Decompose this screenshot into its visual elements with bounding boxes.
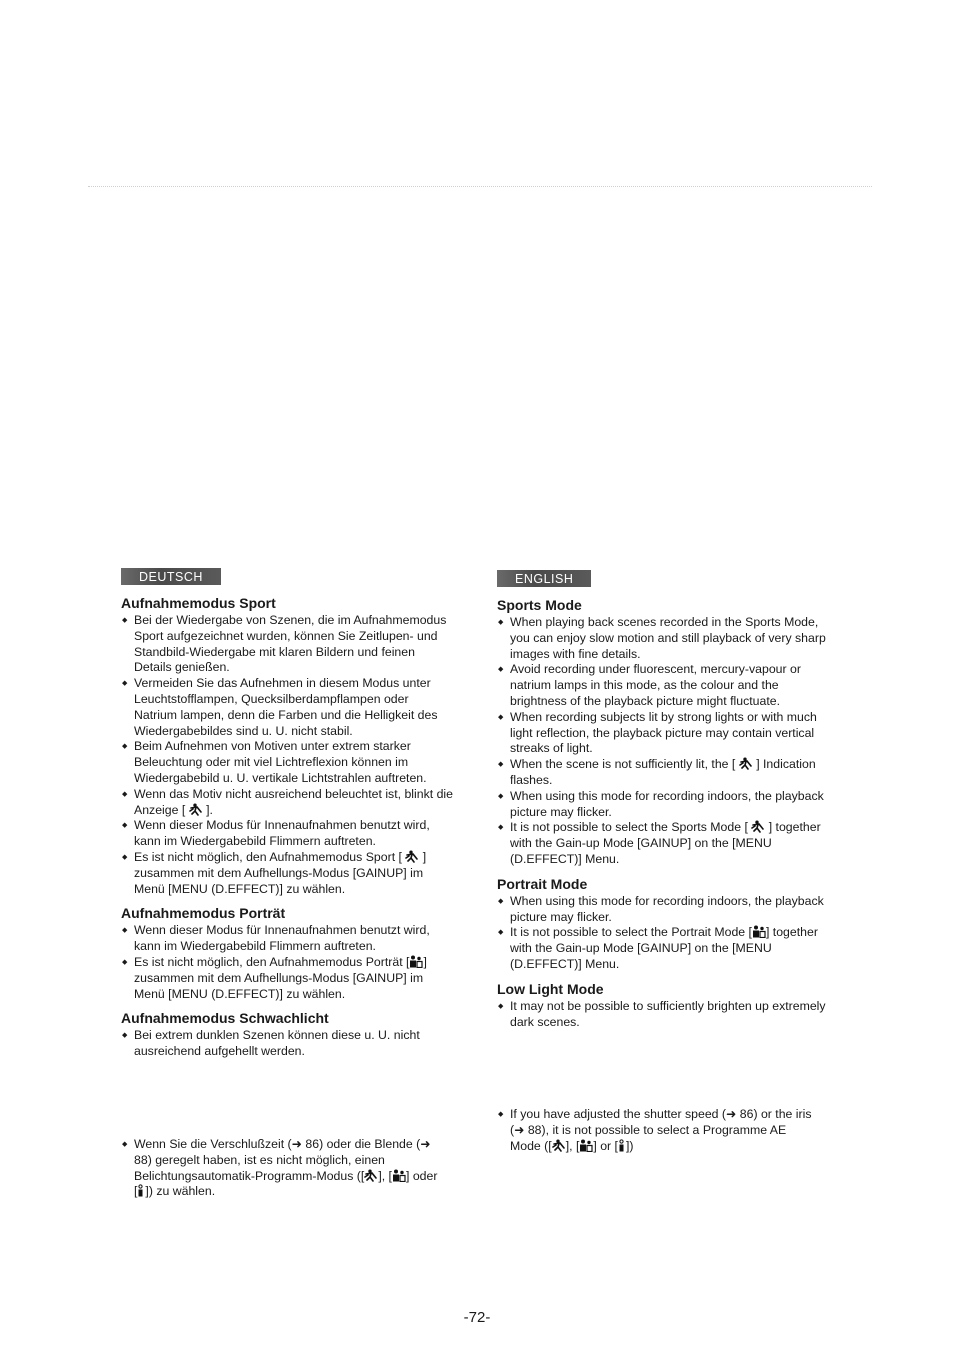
sports-mode-icon bbox=[751, 820, 765, 833]
list-item: ◆ Avoid recording under fluorescent, mercury-vapour or natrium lamps in this mode, as the colour and the brightness of the playback picture might fluctuate. bbox=[497, 662, 829, 709]
item-text: ]. bbox=[206, 802, 213, 817]
sports-mode-icon bbox=[552, 1139, 566, 1152]
sport-list-de bbox=[121, 613, 453, 897]
sports-mode-icon bbox=[405, 850, 419, 863]
note-de bbox=[121, 1137, 441, 1208]
item-text: ] zusammen mit dem Aufhellungs-Modus [GAINUP] im Menü [MENU (D.EFFECT)] zu wählen. bbox=[134, 849, 427, 896]
note-text: ) geregelt haben, ist es nicht möglich, einen Belichtungsautomatik-Programm-Modus ([ bbox=[134, 1152, 385, 1183]
portrait-list-en bbox=[497, 894, 829, 973]
list-item: ◆ Vermeiden Sie das Aufnehmen in diesem Modus unter Leuchtstofflampen, Quecksilberdampflampen oder Natrium lampen, denn die Farben und die Helligkeit des Wiedergabebildes sind u. U. nicht stabil. bbox=[121, 676, 453, 739]
list-item bbox=[121, 850, 453, 897]
list-item: ◆ Bei der Wiedergabe von Szenen, die im Aufnahmemodus Sport aufgezeichnet wurden, können Sie Zeitlupen- und Standbild-Wiedergabe mit klaren Bildern und feinen Details genießen. bbox=[121, 613, 453, 676]
list-item: ◆ When using this mode for recording indoors, the playback picture may flicker. bbox=[497, 894, 829, 926]
list-item: ◆ Wenn dieser Modus für Innenaufnahmen benutzt wird, kann im Wiedergabebild Flimmern auftreten. bbox=[121, 818, 453, 850]
note-text: If you have adjusted the shutter speed ( bbox=[510, 1107, 727, 1121]
heading-portrait-en: Portrait Mode bbox=[497, 875, 588, 892]
note-text: ], [ bbox=[565, 1138, 580, 1153]
list-item bbox=[497, 820, 829, 867]
english-column bbox=[497, 570, 829, 1038]
heading-sport-en: Sports Mode bbox=[497, 597, 582, 613]
portrait-mode-icon bbox=[392, 1169, 406, 1182]
language-label-deutsch: DEUTSCH bbox=[121, 568, 221, 585]
list-item: ◆ When recording subjects lit by strong lights or with much light reflection, the playback picture may contain vertical streaks of light. bbox=[497, 710, 829, 757]
page-number: -72- bbox=[463, 1309, 491, 1326]
note-text: ], [ bbox=[378, 1168, 392, 1183]
portrait-list-de bbox=[121, 923, 453, 1002]
item-text: ] together with the Gain-up Mode [GAINUP] on the [MENU (D.EFFECT)] Menu. bbox=[510, 925, 818, 971]
list-item bbox=[497, 1107, 817, 1154]
item-text: Es ist nicht möglich, den Aufnahmemodus Sport [ bbox=[134, 849, 402, 864]
sports-mode-icon bbox=[364, 1169, 378, 1182]
list-item bbox=[121, 787, 453, 819]
sports-mode-icon bbox=[739, 757, 753, 770]
heading-lowlight-en: Low Light Mode bbox=[497, 980, 604, 997]
list-item: ◆ When playing back scenes recorded in the Sports Mode, you can enjoy slow motion and still playback of very sharp images with fine details. bbox=[497, 615, 829, 662]
list-item bbox=[497, 925, 829, 972]
list-item: ◆ Wenn dieser Modus für Innenaufnahmen benutzt wird, kann im Wiedergabebild Flimmern auftreten. bbox=[121, 923, 453, 955]
note-en bbox=[497, 1107, 817, 1162]
list-item bbox=[497, 757, 829, 789]
list-item bbox=[121, 1137, 441, 1200]
low-light-mode-icon bbox=[618, 1139, 626, 1152]
item-text: ] zusammen mit dem Aufhellungs-Modus [GAINUP] im Menü [MENU (D.EFFECT)] zu wählen. bbox=[134, 954, 427, 1001]
heading-lowlight-de: Aufnahmemodus Schwachlicht bbox=[121, 1010, 329, 1027]
list-item: ◆ It may not be possible to sufficiently brighten up extremely dark scenes. bbox=[497, 999, 829, 1031]
item-text: ] Indication flashes. bbox=[510, 757, 816, 787]
note-text: ] or [ bbox=[593, 1138, 618, 1153]
note-text: ]) zu wählen. bbox=[145, 1184, 216, 1199]
note-text: ] oder [ bbox=[134, 1168, 438, 1199]
list-item: ◆ When using this mode for recording indoors, the playback picture may flicker. bbox=[497, 789, 829, 821]
item-text: It is not possible to select the Sports Mode [ bbox=[510, 820, 748, 835]
note-text: ) oder die Blende ( bbox=[319, 1137, 421, 1151]
heading-sport-de: Aufnahmemodus Sport bbox=[121, 595, 276, 611]
lowlight-list-en bbox=[497, 999, 829, 1031]
item-text: It is not possible to select the Portrait Mode [ bbox=[510, 925, 752, 940]
page-reference: ➜ 86 bbox=[726, 1107, 754, 1121]
lowlight-list-de bbox=[121, 1028, 453, 1060]
german-column bbox=[121, 568, 453, 1068]
portrait-mode-icon bbox=[409, 955, 423, 968]
note-text: ) or the iris ( bbox=[510, 1107, 812, 1137]
item-text: Wenn das Motiv nicht ausreichend beleuchtet ist, blinkt die Anzeige [ bbox=[134, 786, 453, 817]
page-reference: ➜ 88 bbox=[514, 1122, 542, 1137]
sports-mode-icon bbox=[189, 803, 203, 816]
portrait-mode-icon bbox=[579, 1139, 593, 1152]
sport-list-en bbox=[497, 615, 829, 868]
page-reference: ➜ 88 bbox=[134, 1137, 431, 1167]
item-text: Es ist nicht möglich, den Aufnahmemodus Porträt [ bbox=[134, 954, 410, 969]
heading-portrait-de: Aufnahmemodus Porträt bbox=[121, 905, 286, 922]
item-text: When the scene is not sufficiently lit, the [ bbox=[510, 757, 736, 772]
page-reference: ➜ 86 bbox=[291, 1137, 320, 1151]
note-text: ), it is not possible to select a Programme AE Mode ([ bbox=[510, 1122, 787, 1153]
note-text: ]) bbox=[625, 1138, 634, 1153]
note-text: Wenn Sie die Verschlußzeit ( bbox=[134, 1137, 292, 1151]
portrait-mode-icon bbox=[752, 925, 766, 938]
list-item: ◆ Bei extrem dunklen Szenen können diese u. U. nicht ausreichend aufgehellt werden. bbox=[121, 1028, 453, 1060]
item-text: ] together with the Gain-up Mode [GAINUP] on the [MENU (D.EFFECT)] Menu. bbox=[510, 820, 821, 866]
list-item: ◆ Beim Aufnehmen von Motiven unter extrem starker Beleuchtung oder mit viel Lichtreflexion können im Wiedergabebild u. U. vertikale Lichtstrahlen auftreten. bbox=[121, 739, 453, 786]
language-label-english: ENGLISH bbox=[497, 570, 591, 587]
list-item bbox=[121, 955, 453, 1002]
header-divider bbox=[88, 186, 872, 187]
